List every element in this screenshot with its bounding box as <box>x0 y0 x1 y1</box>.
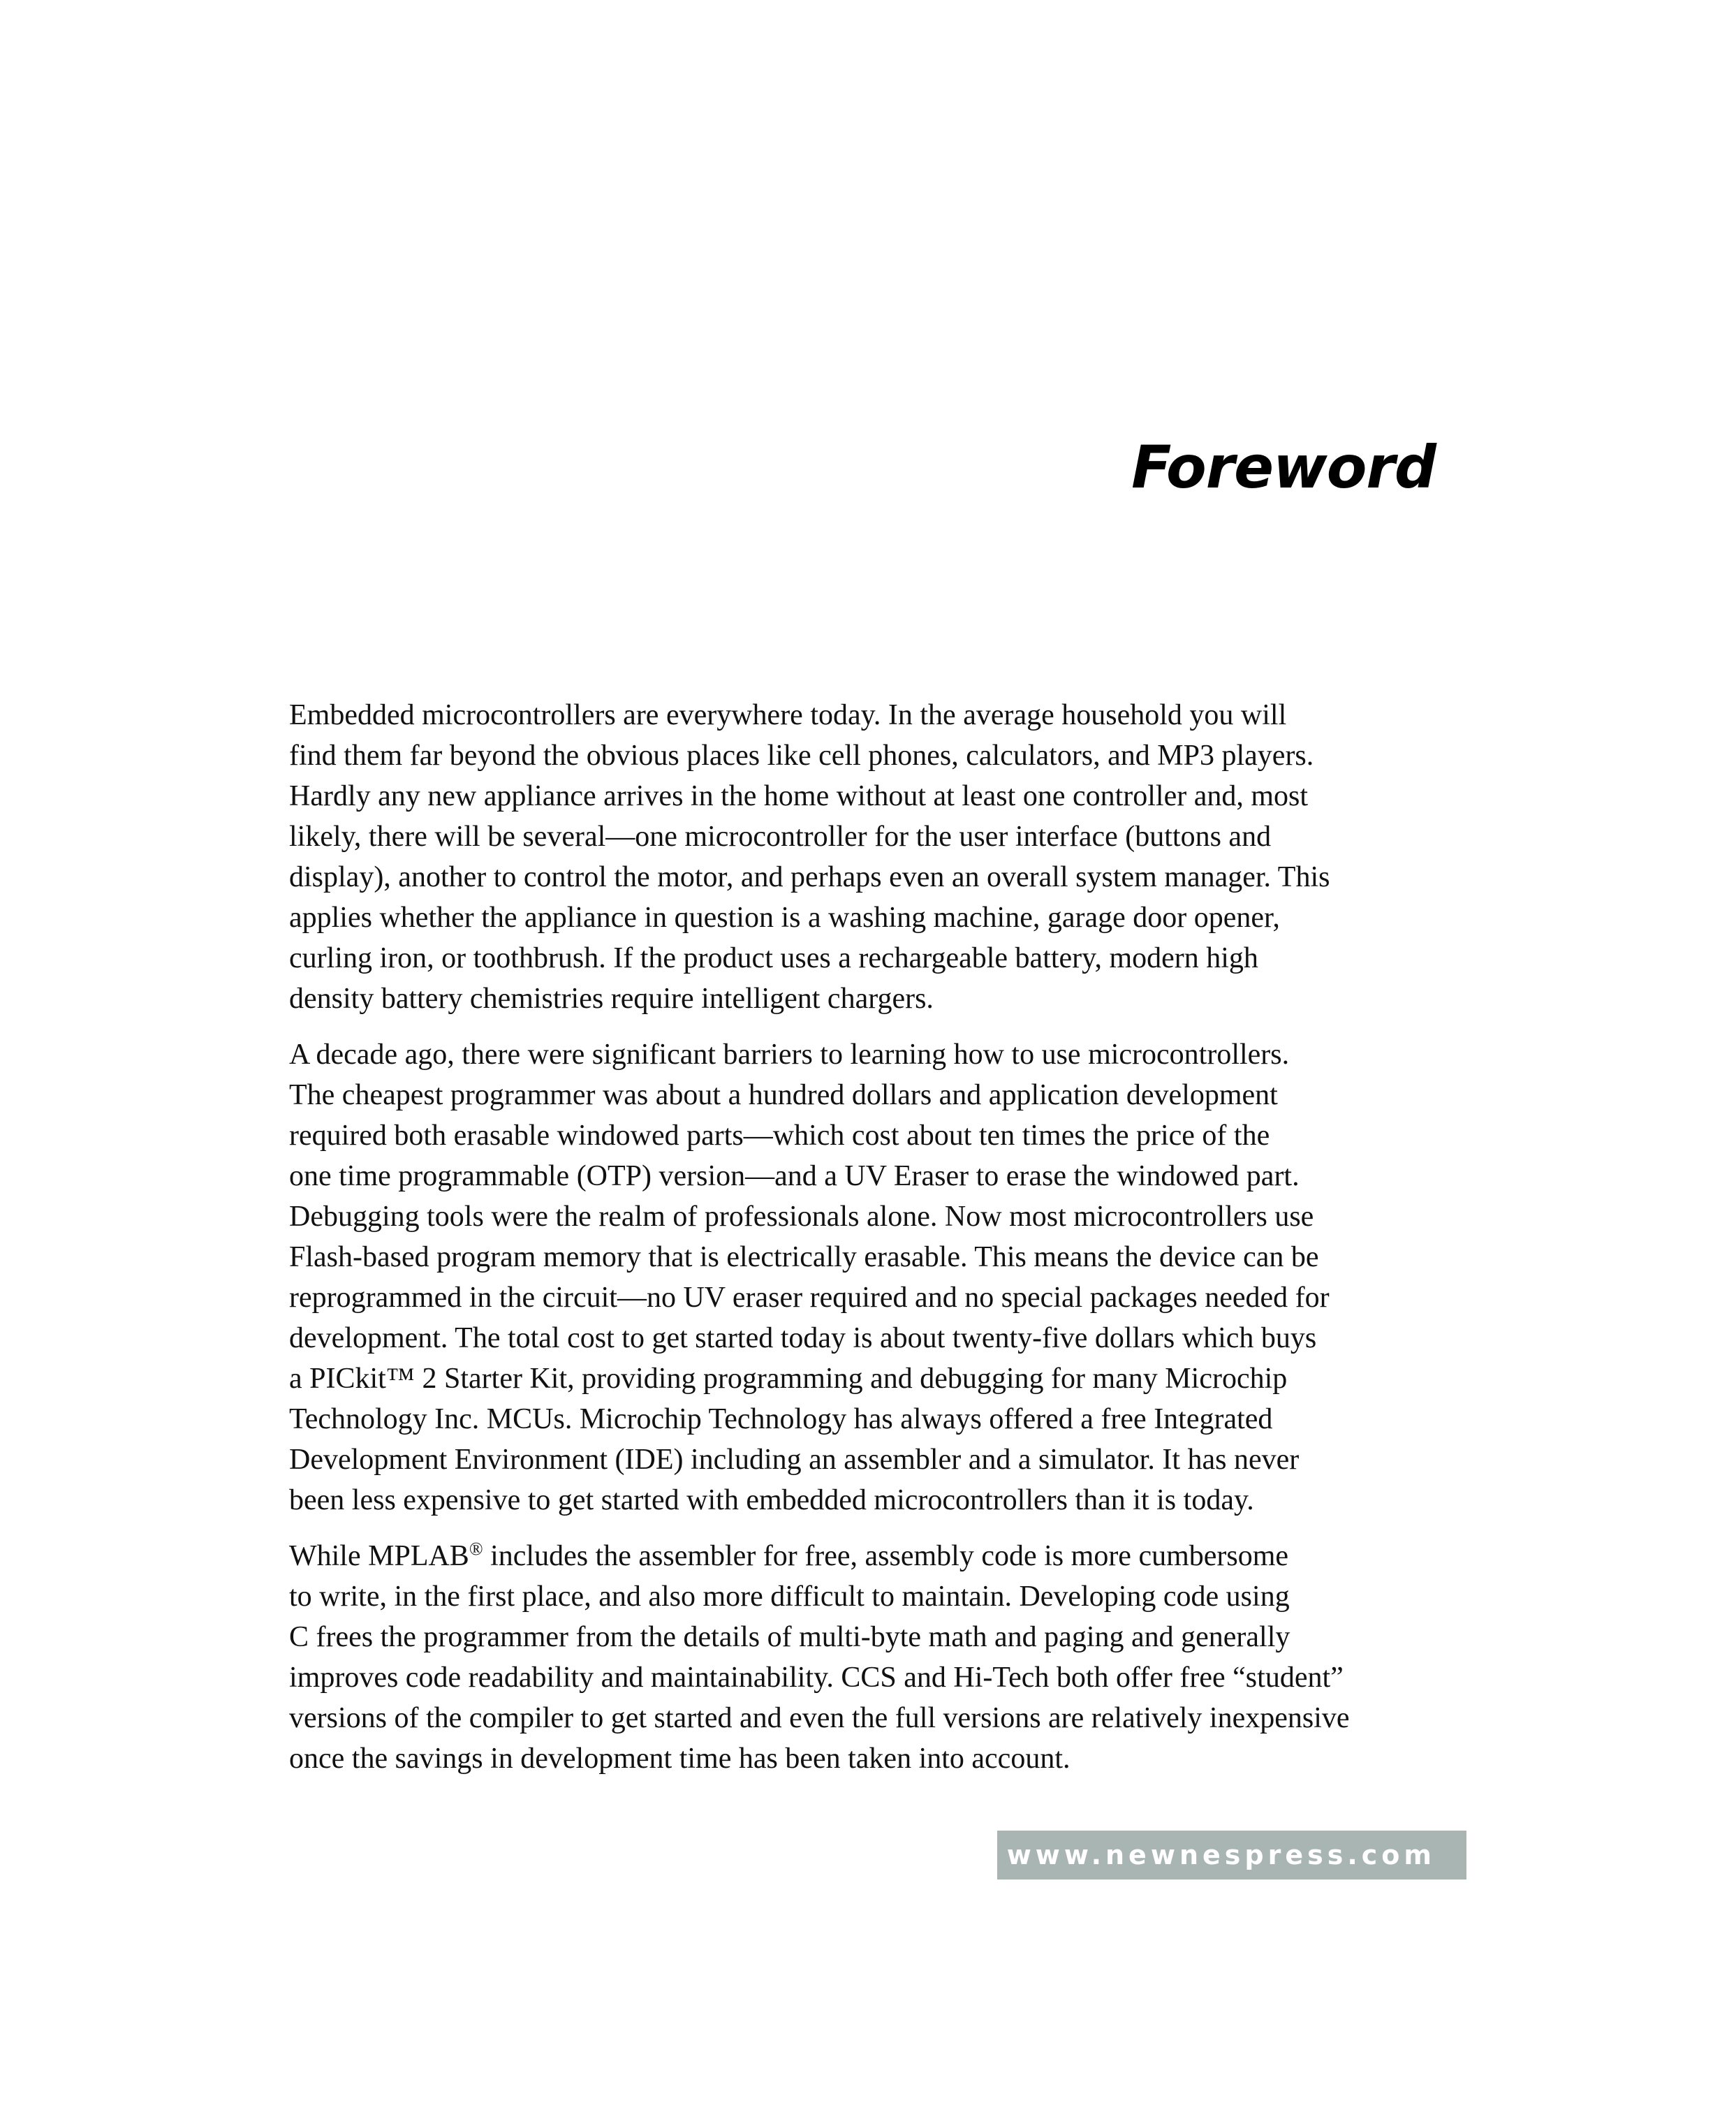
text-line: a PICkit™ 2 Starter Kit, providing programming and debugging for many Microchip <box>289 1363 1288 1395</box>
text-line: reprogrammed in the circuit—no UV eraser required and no special packages needed for <box>289 1282 1330 1314</box>
text-line: Flash-based program memory that is electrically erasable. This means the device can be <box>289 1241 1319 1273</box>
page-title: Foreword <box>1131 433 1436 501</box>
text-line: Development Environment (IDE) including an assembler and a simulator. It has never <box>289 1444 1300 1476</box>
text-line: curling iron, or toothbrush. If the product uses a rechargeable battery, modern high <box>289 942 1258 974</box>
text-line: find them far beyond the obvious places like cell phones, calculators, and MP3 players. <box>289 740 1314 772</box>
text-line: been less expensive to get started with embedded microcontrollers than it is today. <box>289 1484 1254 1516</box>
text-line: C frees the programmer from the details of multi-byte math and paging and generally <box>289 1621 1290 1653</box>
text-line: likely, there will be several—one microcontroller for the user interface (buttons and <box>289 821 1272 853</box>
text-line: improves code readability and maintainability. CCS and Hi-Tech both offer free “student” <box>289 1662 1344 1694</box>
text-line: Technology Inc. MCUs. Microchip Technology has always offered a free Integrated <box>289 1403 1273 1435</box>
text-line: A decade ago, there were significant barriers to learning how to use microcontrollers. <box>289 1039 1290 1071</box>
text-line: The cheapest programmer was about a hundred dollars and application development <box>289 1079 1278 1111</box>
registered-mark: ® <box>469 1539 483 1559</box>
text-line: required both erasable windowed parts—which cost about ten times the price of the <box>289 1120 1270 1152</box>
text-line: Embedded microcontrollers are everywhere today. In the average household you will <box>289 699 1287 731</box>
text-fragment: While MPLAB <box>289 1540 469 1572</box>
text-line: once the savings in development time has been taken into account. <box>289 1743 1071 1775</box>
text-line: density battery chemistries require intelligent chargers. <box>289 983 934 1015</box>
text-line: Hardly any new appliance arrives in the home without at least one controller and, most <box>289 780 1309 812</box>
text-line: development. The total cost to get started today is about twenty-five dollars which buys <box>289 1322 1317 1354</box>
text-line: display), another to control the motor, and perhaps even an overall system manager. This <box>289 861 1330 893</box>
body-text <box>289 695 1462 1794</box>
text-fragment: includes the assembler for free, assembly code is more cumbersome <box>483 1540 1289 1572</box>
publisher-url-badge: www.newnespress.com <box>997 1831 1466 1879</box>
text-line: to write, in the first place, and also more difficult to maintain. Developing code using <box>289 1581 1290 1613</box>
text-line: Debugging tools were the realm of professionals alone. Now most microcontrollers use <box>289 1201 1314 1233</box>
paragraph-1 <box>289 695 1462 1019</box>
text-line <box>289 1536 1462 1576</box>
text-line: applies whether the appliance in question is a washing machine, garage door opener, <box>289 902 1280 934</box>
paragraph-2 <box>289 1034 1462 1521</box>
paragraph-3 <box>289 1536 1462 1779</box>
text-line: one time programmable (OTP) version—and a UV Eraser to erase the windowed part. <box>289 1160 1300 1192</box>
text-line: versions of the compiler to get started and even the full versions are relatively inexpensive <box>289 1702 1350 1734</box>
